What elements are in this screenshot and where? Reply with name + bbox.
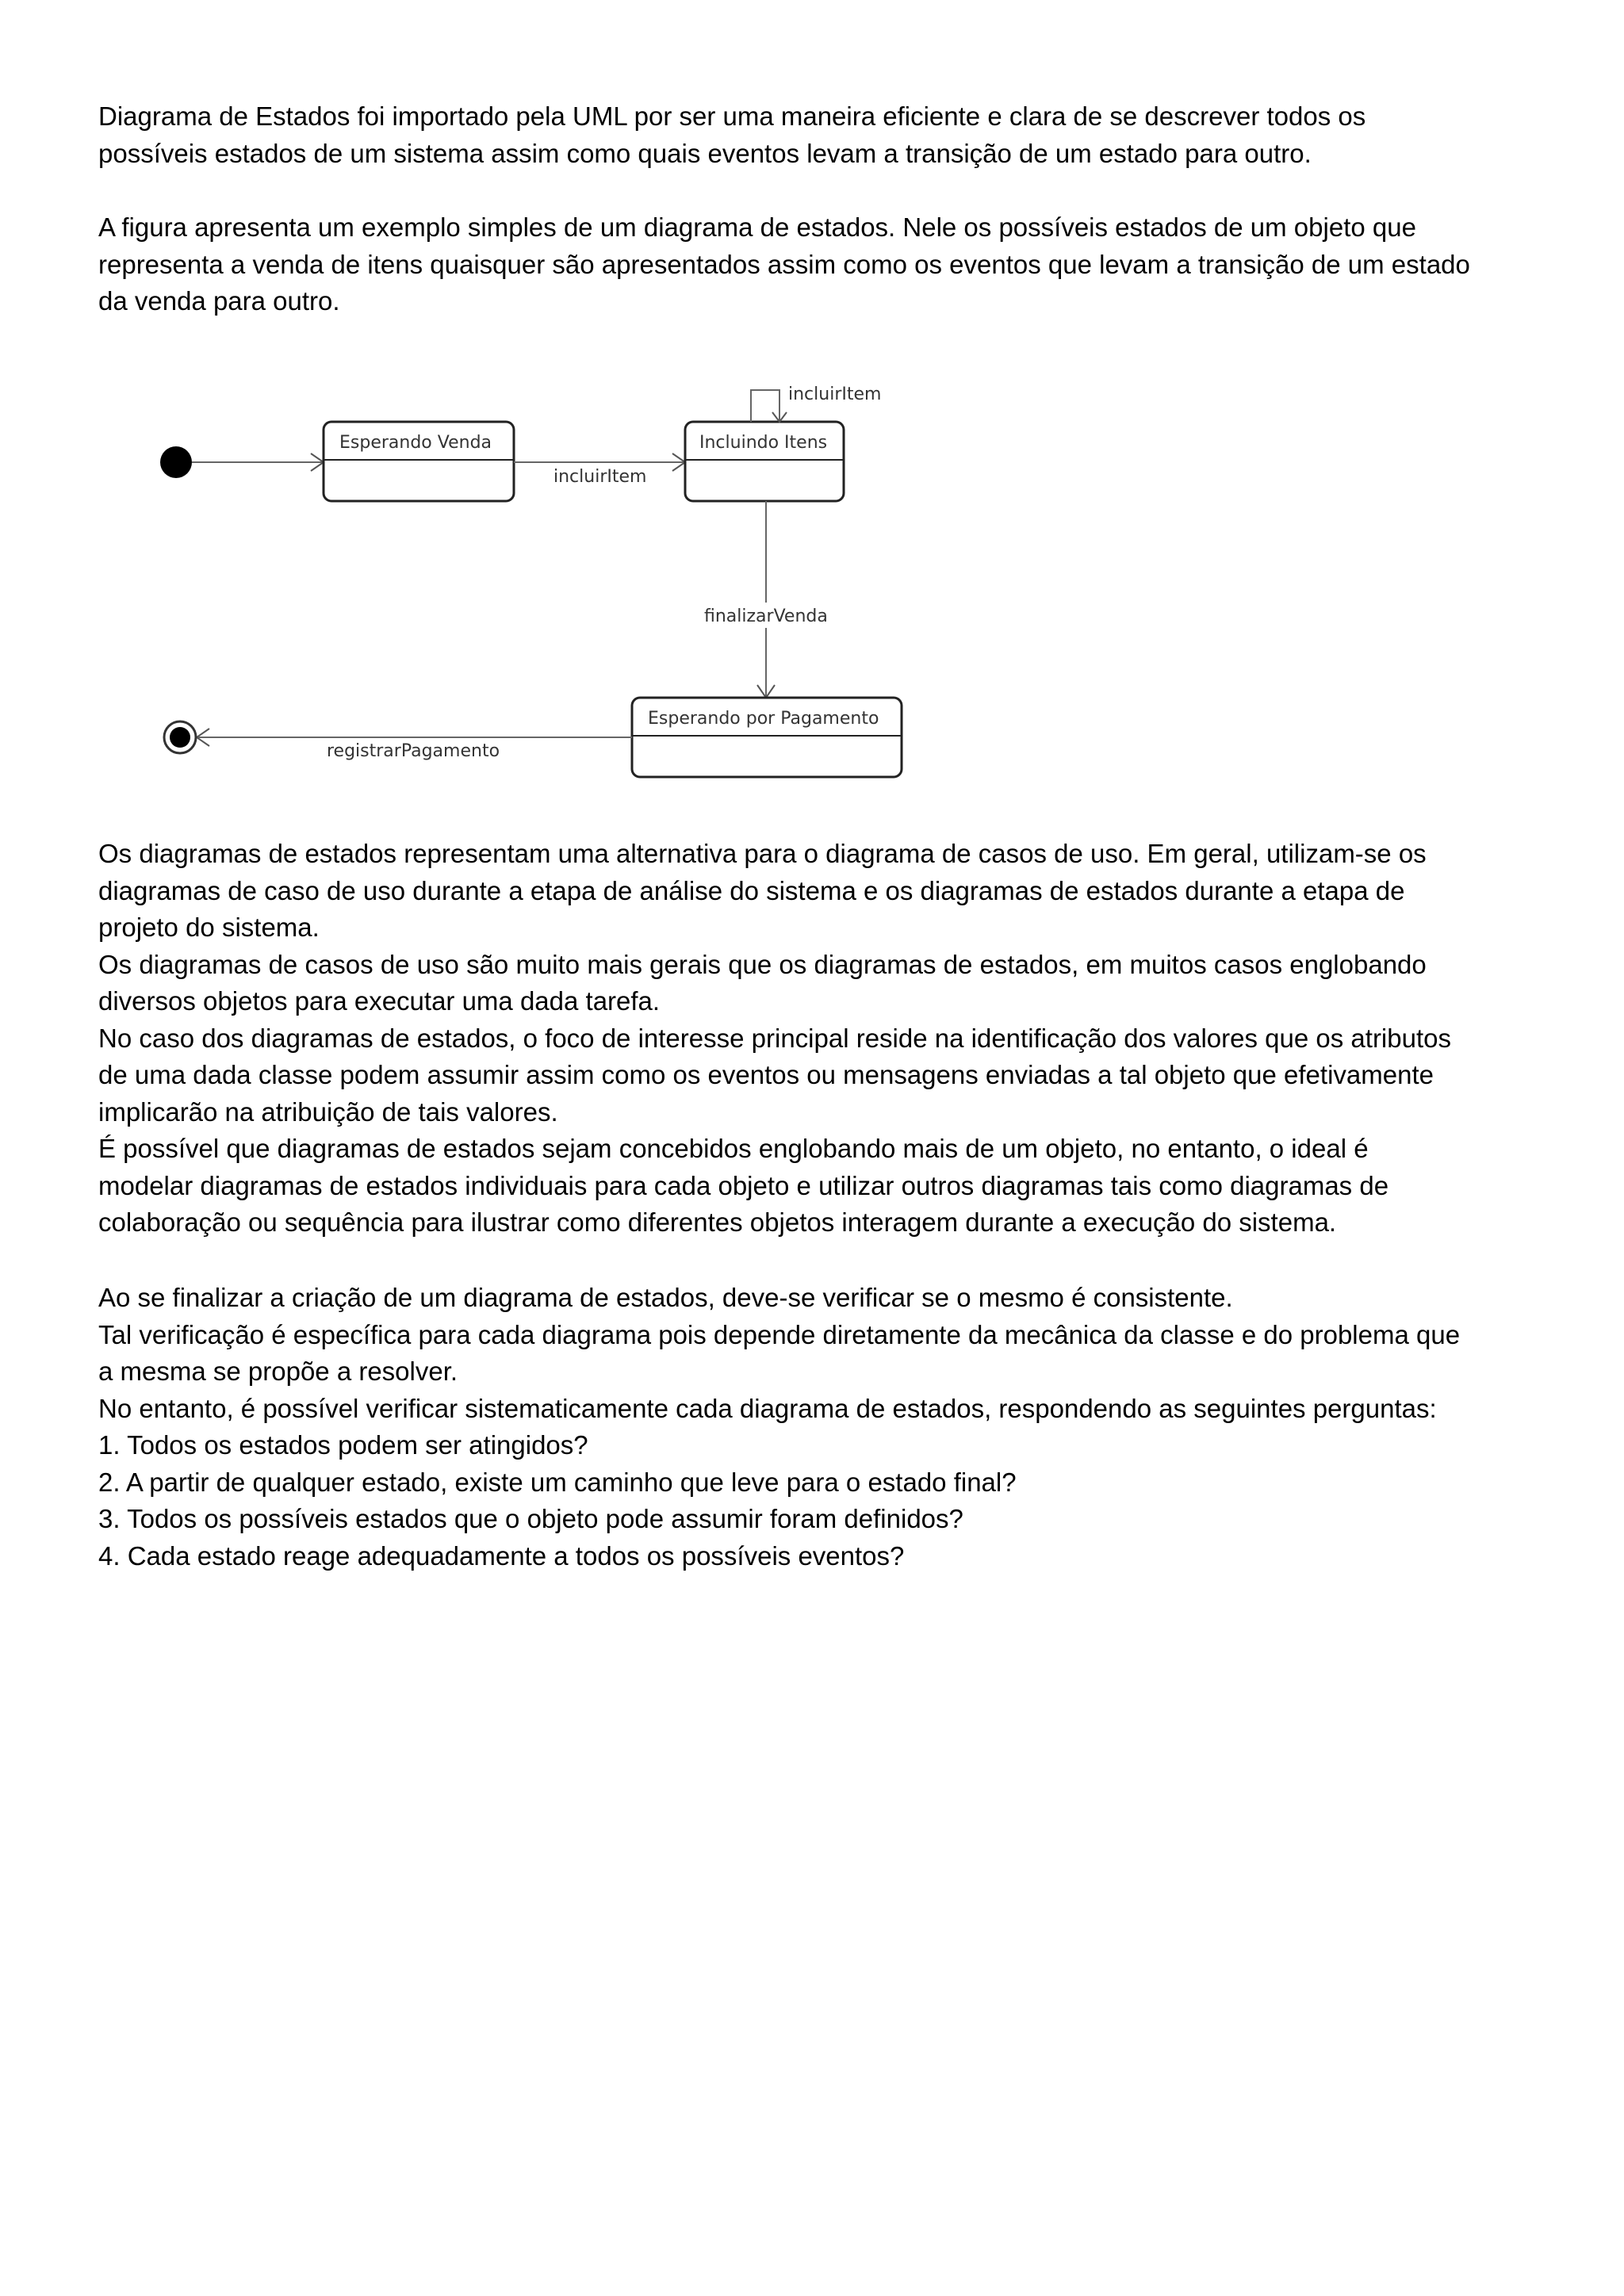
text-line: possíveis estados de um sistema assim como quais eventos levam a transição de um estado para outro. — [98, 138, 1312, 168]
state-label-esperando-pagamento: Esperando por Pagamento — [648, 709, 879, 729]
transition-label-incluir-item-self: incluirItem — [788, 385, 882, 404]
text-line: É possível que diagramas de estados sejam concebidos englobando mais de um objeto, no entanto, o ideal é — [98, 1134, 1369, 1163]
list-item: 4. Cada estado reage adequadamente a todos os possíveis eventos? — [98, 1540, 905, 1571]
text-line: Ao se finalizar a criação de um diagrama de estados, deve-se verificar se o mesmo é consistente. — [98, 1283, 1233, 1312]
text-line: Os diagramas de estados representam uma alternativa para o diagrama de casos de uso. Em geral, utilizam-se os — [98, 839, 1427, 868]
paragraph-comparison — [98, 836, 1549, 1242]
paragraph-intro — [98, 98, 1549, 172]
transition-label-incluir-item: incluirItem — [553, 467, 647, 487]
text-line: de uma dada classe podem assumir assim como os eventos ou mensagens enviadas a tal objeto que efetivamente — [98, 1060, 1434, 1089]
initial-state-node — [160, 446, 192, 478]
text-line: implicarão na atribuição de tais valores. — [98, 1096, 558, 1127]
text-line: diagramas de caso de uso durante a etapa de análise do sistema e os diagramas de estados durante a etapa de — [98, 875, 1405, 905]
text-line: No caso dos diagramas de estados, o foco de interesse principal reside na identificação dos valores que os atributos — [98, 1023, 1451, 1053]
state-esperando-venda — [324, 422, 514, 501]
state-incluindo-itens — [685, 422, 844, 501]
text-line: projeto do sistema. — [98, 913, 320, 942]
list-item: 3. Todos os possíveis estados que o objeto pode assumir foram definidos? — [98, 1504, 963, 1533]
transition-label-registrar-pagamento: registrarPagamento — [327, 741, 500, 761]
list-item: 1. Todos os estados podem ser atingidos? — [98, 1430, 588, 1460]
paragraph-verification — [98, 1280, 1549, 1575]
text-line: A figura apresenta um exemplo simples de um diagrama de estados. Nele os possíveis estados de um objeto que — [98, 212, 1416, 242]
state-diagram-figure — [127, 373, 928, 785]
state-label-incluindo-itens: Incluindo Itens — [699, 433, 828, 453]
list-item: 2. A partir de qualquer estado, existe um caminho que leve para o estado final? — [98, 1467, 1017, 1497]
text-line: No entanto, é possível verificar sistematicamente cada diagrama de estados, respondendo as seguintes perguntas: — [98, 1393, 1437, 1423]
text-line: diversos objetos para executar uma dada tarefa. — [98, 986, 661, 1016]
text-line: colaboração ou sequência para ilustrar como diferentes objetos interagem durante a execução do sistema. — [98, 1207, 1337, 1237]
paragraph-figure-description — [98, 209, 1549, 320]
final-state-node — [164, 721, 196, 753]
text-line: Diagrama de Estados foi importado pela UML por ser uma maneira eficiente e clara de se descrever todos os — [98, 101, 1366, 131]
text-line: da venda para outro. — [98, 286, 340, 316]
text-line: Tal verificação é específica para cada diagrama pois depende diretamente da mecânica da classe e do problema que — [98, 1319, 1461, 1349]
text-line: representa a venda de itens quaisquer são apresentados assim como os eventos que levam a transição de um estado — [98, 249, 1470, 279]
state-esperando-por-pagamento — [632, 698, 902, 777]
text-line: modelar diagramas de estados individuais para cada objeto e utilizar outros diagramas tais como diagramas de — [98, 1170, 1389, 1200]
text-line: Os diagramas de casos de uso são muito mais gerais que os diagramas de estados, em muitos casos englobando — [98, 949, 1427, 979]
transition-label-finalizar-venda: finalizarVenda — [704, 607, 828, 626]
text-line: a mesma se propõe a resolver. — [98, 1357, 458, 1386]
state-label-esperando-venda: Esperando Venda — [339, 433, 492, 453]
